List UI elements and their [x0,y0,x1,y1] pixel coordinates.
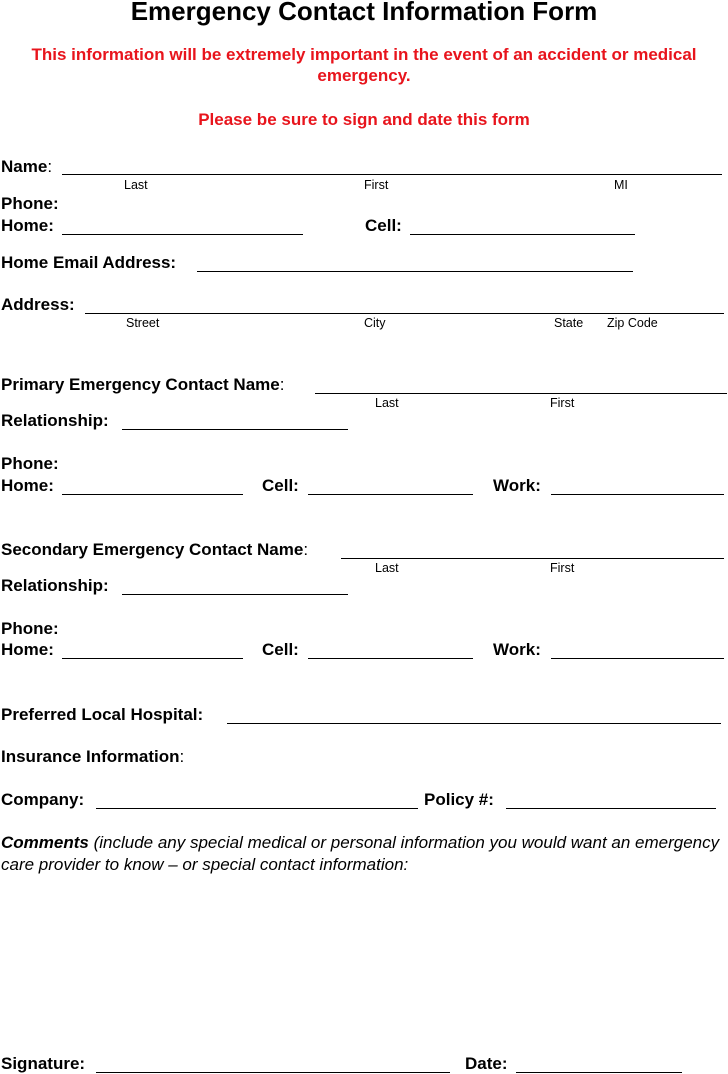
secondary-cell-label: Cell: [262,640,299,659]
primary-cell-input[interactable] [310,477,472,495]
primary-work-input[interactable] [553,477,723,495]
secondary-work-label: Work: [493,640,541,659]
page-title: Emergency Contact Information Form [130,0,598,26]
primary-home-label: Home: [1,476,54,495]
address-input[interactable] [87,296,722,314]
importance-notice: This information will be extremely important in the event of an accident or medical emergency. [31,45,697,85]
secondary-phone-label: Phone: [1,619,59,638]
cell-phone-input[interactable] [412,217,634,235]
insurance-label: Insurance Information: [1,747,185,766]
home-phone-input[interactable] [64,217,302,235]
secondary-contact-name-label: Secondary Emergency Contact Name: [1,540,309,559]
signature-input[interactable] [98,1055,448,1073]
secondary-home-input[interactable] [64,641,242,659]
sign-reminder: Please be sure to sign and date this form [198,110,530,129]
secondary-relationship-input[interactable] [124,577,346,595]
primary-cell-label: Cell: [262,476,299,495]
hospital-label: Preferred Local Hospital: [1,705,204,724]
address-sub-street: Street [126,316,160,330]
email-label: Home Email Address: [1,253,177,272]
primary-work-label: Work: [493,476,541,495]
address-label: Address: [1,295,75,314]
name-sub-mi: MI [614,178,628,192]
comments-label: Comments (include any special medical or personal information you would want an emergency care provider to know – or special contact information: [1,833,720,874]
name-label: Name: [1,157,53,176]
email-input[interactable] [199,254,631,272]
name-sub-last: Last [124,178,148,192]
primary-relationship-input[interactable] [124,412,346,430]
secondary-sub-first: First [550,561,575,575]
secondary-cell-input[interactable] [310,641,472,659]
address-sub-zip: Zip Code [607,316,658,330]
policy-input[interactable] [508,791,714,809]
secondary-home-label: Home: [1,640,54,659]
primary-contact-name-input[interactable] [317,376,725,394]
primary-contact-name-label: Primary Emergency Contact Name: [1,375,285,394]
cell-phone-label: Cell: [365,216,402,235]
date-input[interactable] [518,1055,680,1073]
primary-sub-first: First [550,396,575,410]
primary-sub-last: Last [375,396,399,410]
address-sub-state: State [554,316,584,330]
comments-textarea[interactable] [2,880,728,1044]
secondary-relationship-label: Relationship: [1,576,109,595]
company-input[interactable] [98,791,416,809]
name-input[interactable] [64,157,720,175]
phone-label: Phone: [1,194,59,213]
secondary-work-input[interactable] [553,641,723,659]
name-sub-first: First [364,178,389,192]
policy-label: Policy #: [424,790,494,809]
address-sub-city: City [364,316,386,330]
secondary-sub-last: Last [375,561,399,575]
home-phone-label: Home: [1,216,54,235]
secondary-contact-name-input[interactable] [343,541,722,559]
primary-phone-label: Phone: [1,454,59,473]
company-label: Company: [1,790,85,809]
hospital-input[interactable] [229,706,719,724]
signature-label: Signature: [1,1054,86,1073]
primary-relationship-label: Relationship: [1,411,109,430]
date-label: Date: [465,1054,508,1073]
primary-home-input[interactable] [64,477,242,495]
